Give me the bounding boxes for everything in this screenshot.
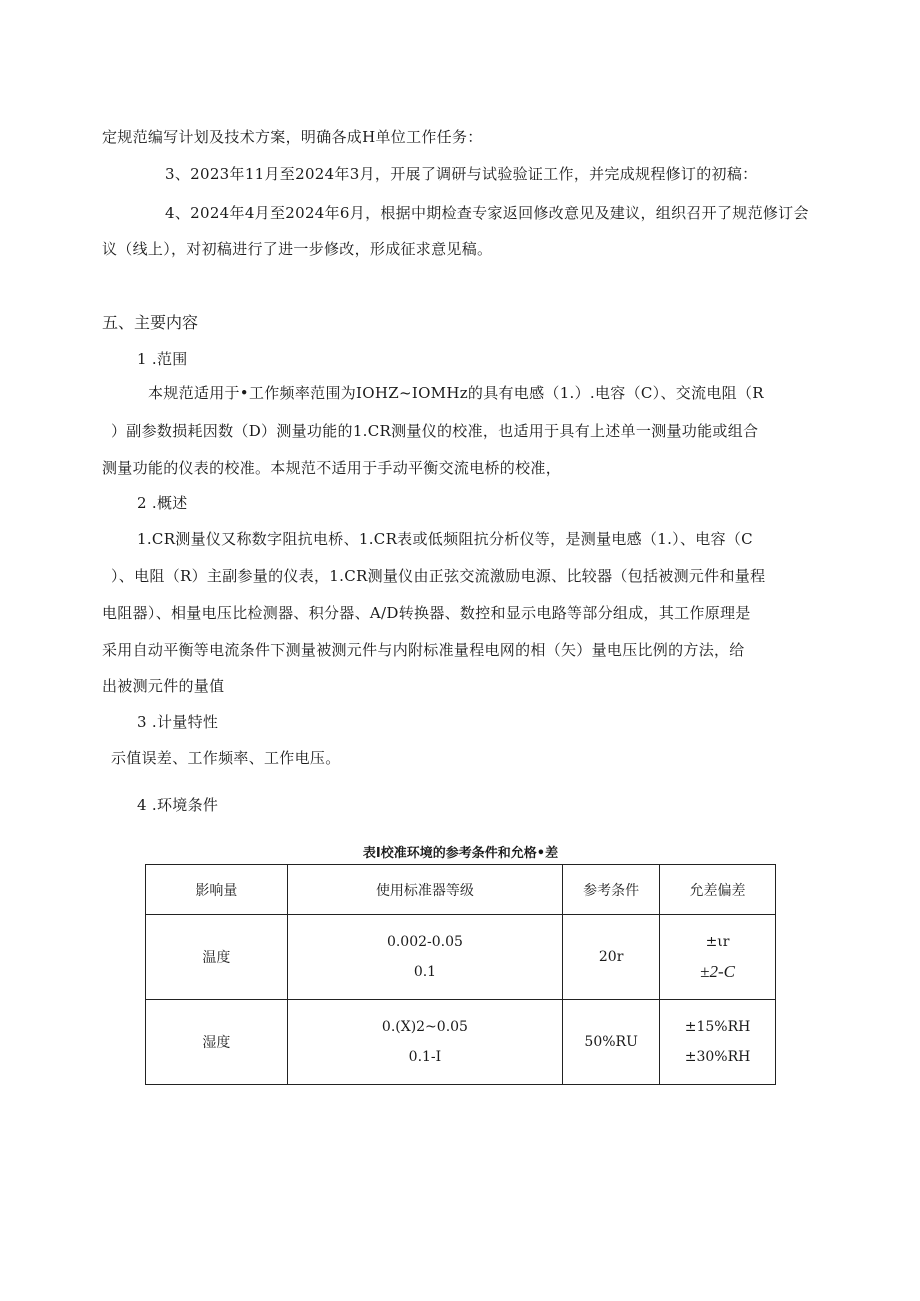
table-row [146,1000,776,1085]
paragraph-line: 4、2024年4月至2024年6月，根据中期检查专家返回修改意见及建议，组织召开了规范修订会 [165,204,809,222]
cell-line: ±ιr [705,934,730,950]
table-cell [660,1000,776,1085]
table-cell: 温度 [146,915,288,1000]
paragraph-line: 本规范适用于•工作频率范围为IOHZ~IOMHz的具有电感（1.）.电容（C）、交流电阻（R [148,384,764,402]
paragraph-line: 示值误差、工作频率、工作电压。 [111,749,341,767]
column-header: 使用标准器等级 [287,865,563,915]
cell-line: ±2-C [700,962,735,981]
table-caption: 表I校准环境的参考条件和允格•差 [362,846,559,861]
column-header: 影响量 [146,865,288,915]
cell-line: 0.002-0.05 [386,934,463,950]
table-cell: 50%RU [563,1000,660,1085]
table-cell: 湿度 [146,1000,288,1085]
table-cell [287,915,563,1000]
cell-line: 0.1-I [408,1049,442,1065]
cell-line: 0.1 [413,964,437,980]
paragraph-line: ）副参数损耗因数（D）测量功能的1.CR测量仪的校准，也适用于具有上述单一测量功能或组合 [111,422,759,440]
table-cell: 20r [563,915,660,1000]
paragraph-line: ）、电阻（R）主副参量的仪表，1.CR测量仪由正弦交流激励电源、比较器（包括被测元件和量程 [111,567,766,585]
table-cell [287,1000,563,1085]
subsection-title: 1 .范围 [137,350,188,368]
environment-conditions-table [145,864,776,1085]
cell-line: ±30%RH [684,1049,751,1065]
table-row [146,915,776,1000]
column-header: 允差偏差 [660,865,776,915]
subsection-title: 2 .概述 [137,494,188,512]
table-header-row [146,865,776,915]
cell-line: 0.(X)2~0.05 [381,1019,468,1035]
paragraph-line: 采用自动平衡等电流条件下测量被测元件与内附标准量程电网的相（矢）量电压比例的方法，给 [102,641,745,659]
cell-line: ±15%RH [684,1019,751,1035]
paragraph-line: 测量功能的仪表的校准。本规范不适用于手动平衡交流电桥的校准， [102,459,562,477]
subsection-title: 3 .计量特性 [137,713,219,731]
column-header: 参考条件 [563,865,660,915]
paragraph-line: 3、2023年11月至2024年3月，开展了调研与试验验证工作，并完成规程修订的初稿： [165,165,758,183]
paragraph-line: 出被测元件的量值 [102,677,225,695]
section-heading: 五、主要内容 [102,313,199,332]
paragraph-line: 定规范编写计划及技术方案，明确各成H单位工作任务： [102,128,483,146]
paragraph-line: 议（线上），对初稿进行了进一步修改，形成征求意见稿。 [102,240,493,258]
subsection-title: 4 .环境条件 [137,796,219,814]
paragraph-line: 电阻器）、相量电压比检测器、积分器、A/D转换器、数控和显示电路等部分组成，其工作原理是 [102,604,751,622]
paragraph-line: 1.CR测量仪又称数字阻抗电桥、1.CR表或低频阻抗分析仪等，是测量电感（1.）、电容（C [137,530,753,548]
table-cell [660,915,776,1000]
